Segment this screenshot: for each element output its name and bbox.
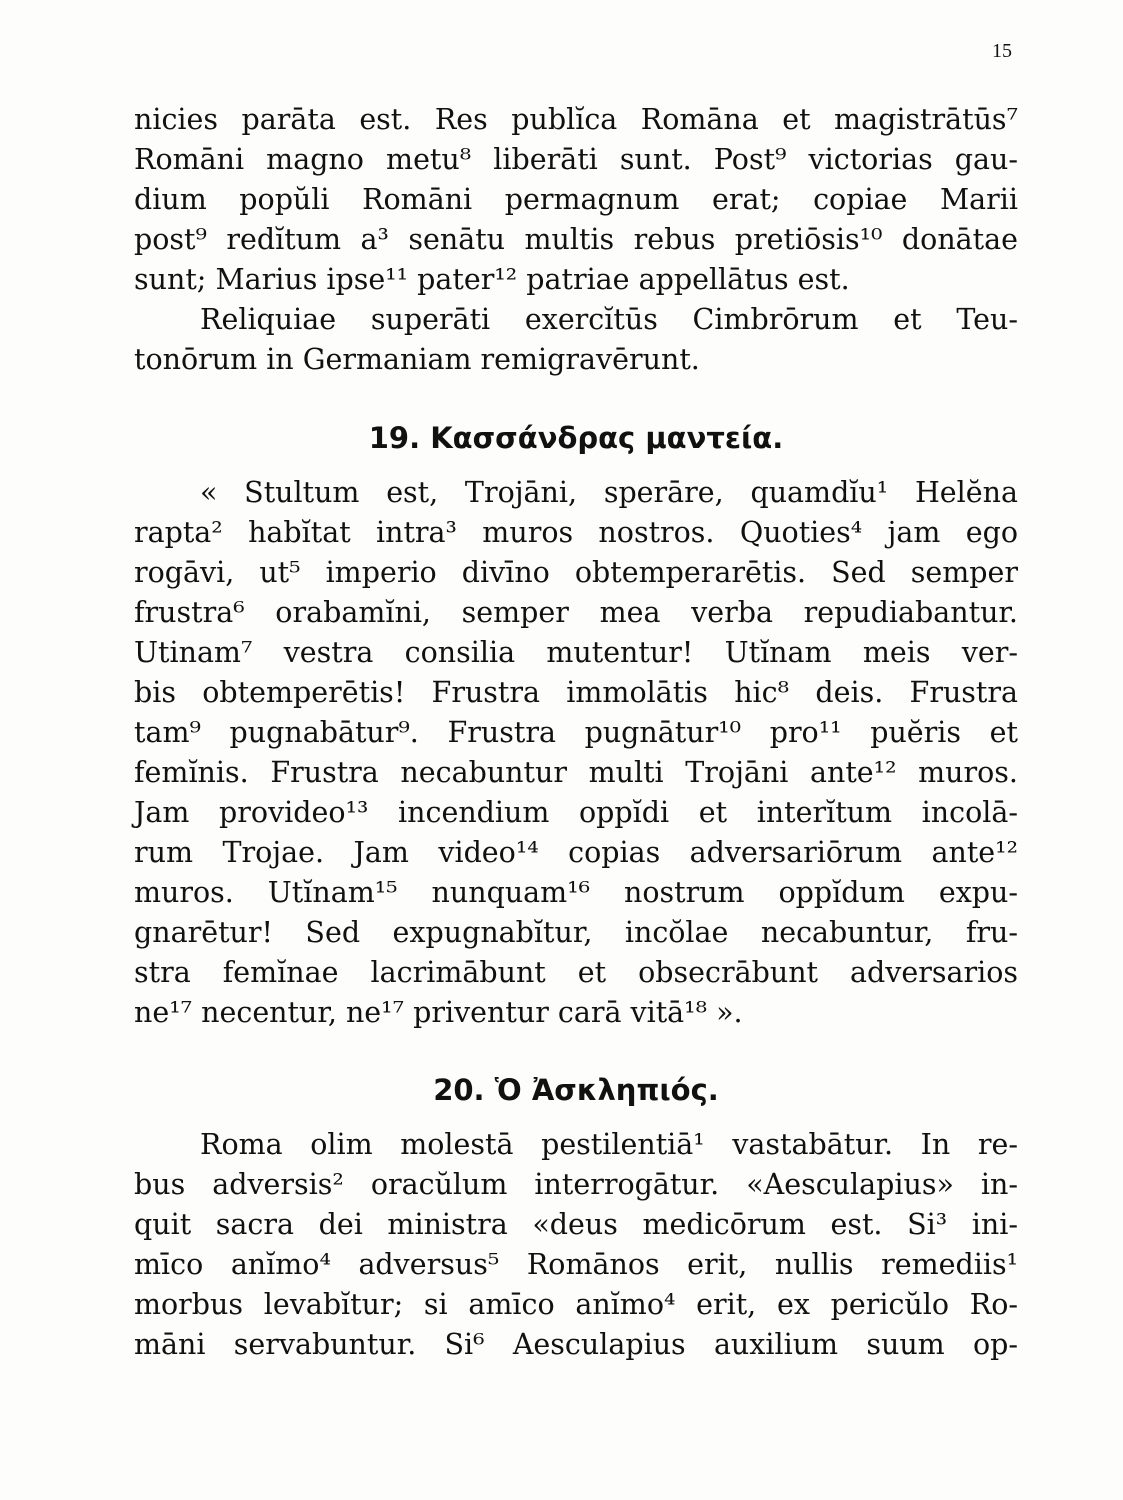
text-line: rogāvi, ut⁵ imperio divīno obtemperarētis. Sed semper <box>134 556 1018 589</box>
text-line: rum Trojae. Jam video¹⁴ copias adversariōrum ante¹² <box>134 836 1018 869</box>
page-number: 15 <box>992 40 1012 62</box>
text-line: dium popŭli Romāni permagnum erat; copiae Marii <box>134 183 1018 216</box>
text-line: muros. Utĭnam¹⁵ nunquam¹⁶ nostrum oppĭdum expu- <box>134 876 1018 909</box>
text-line: tonōrum in Germaniam remigravērunt. <box>134 343 700 376</box>
text-line: rapta² habĭtat intra³ muros nostros. Quoties⁴ jam ego <box>134 516 1018 549</box>
text-line: quit sacra dei ministra «deus medicōrum est. Si³ ini- <box>134 1208 1018 1241</box>
text-line: māni servabuntur. Si⁶ Aesculapius auxilium suum op- <box>134 1328 1018 1361</box>
text-line: gnarētur! Sed expugnabĭtur, incŏlae necabuntur, fru- <box>134 916 1018 949</box>
text-line: Reliquiae superāti exercĭtūs Cimbrōrum et Teu- <box>200 303 1018 336</box>
text-line: mīco anĭmo⁴ adversus⁵ Romānos erit, nullis remediis¹ <box>134 1248 1018 1281</box>
text-line: « Stultum est, Trojāni, sperāre, quamdĭu¹ Helĕna <box>200 476 1018 509</box>
paragraph-marius <box>134 100 1018 380</box>
text-line: post⁹ redĭtum a³ senātu multis rebus pretiōsis¹⁰ donātae <box>134 223 1018 256</box>
text-line: Roma olim molestā pestilentiā¹ vastabātur. In re- <box>200 1128 1018 1161</box>
text-line: stra femĭnae lacrimābunt et obsecrābunt adversarios <box>134 956 1018 989</box>
text-line: Romāni magno metu⁸ liberāti sunt. Post⁹ victorias gau- <box>134 143 1018 176</box>
text-line: Utinam⁷ vestra consilia mutentur! Utĭnam meis ver- <box>134 636 1018 669</box>
text-line: morbus levabĭtur; si amīco anĭmo⁴ erit, ex pericŭlo Ro- <box>134 1288 1018 1321</box>
text-line: nicies parāta est. Res publĭca Romāna et magistrātūs⁷ <box>134 103 1018 136</box>
text-line: sunt; Marius ipse¹¹ pater¹² patriae appellātus est. <box>134 263 850 296</box>
text-line: ne¹⁷ necentur, ne¹⁷ priventur carā vitā¹⁸ ». <box>134 996 743 1029</box>
text-line: bus adversis² oracŭlum interrogātur. «Aesculapius» in- <box>134 1168 1018 1201</box>
heading-asclepius: 20. Ὁ Ἀσκληπιός. <box>433 1073 719 1107</box>
text-line: bis obtemperētis! Frustra immolātis hic⁸ deis. Frustra <box>134 676 1018 709</box>
text-line: Jam provideo¹³ incendium oppĭdi et interĭtum incolā- <box>134 796 1018 829</box>
text-line: femĭnis. Frustra necabuntur multi Trojāni ante¹² muros. <box>134 756 1018 789</box>
text-line: tam⁹ pugnabātur⁹. Frustra pugnātur¹⁰ pro¹¹ puĕris et <box>134 716 1018 749</box>
paragraph-cassandra <box>134 473 1018 1033</box>
paragraph-asclepius <box>134 1125 1018 1365</box>
text-line: frustra⁶ orabamĭni, semper mea verba repudiabantur. <box>134 596 1018 629</box>
heading-cassandra: 19. Κασσάνδρας μαντεία. <box>368 421 784 455</box>
